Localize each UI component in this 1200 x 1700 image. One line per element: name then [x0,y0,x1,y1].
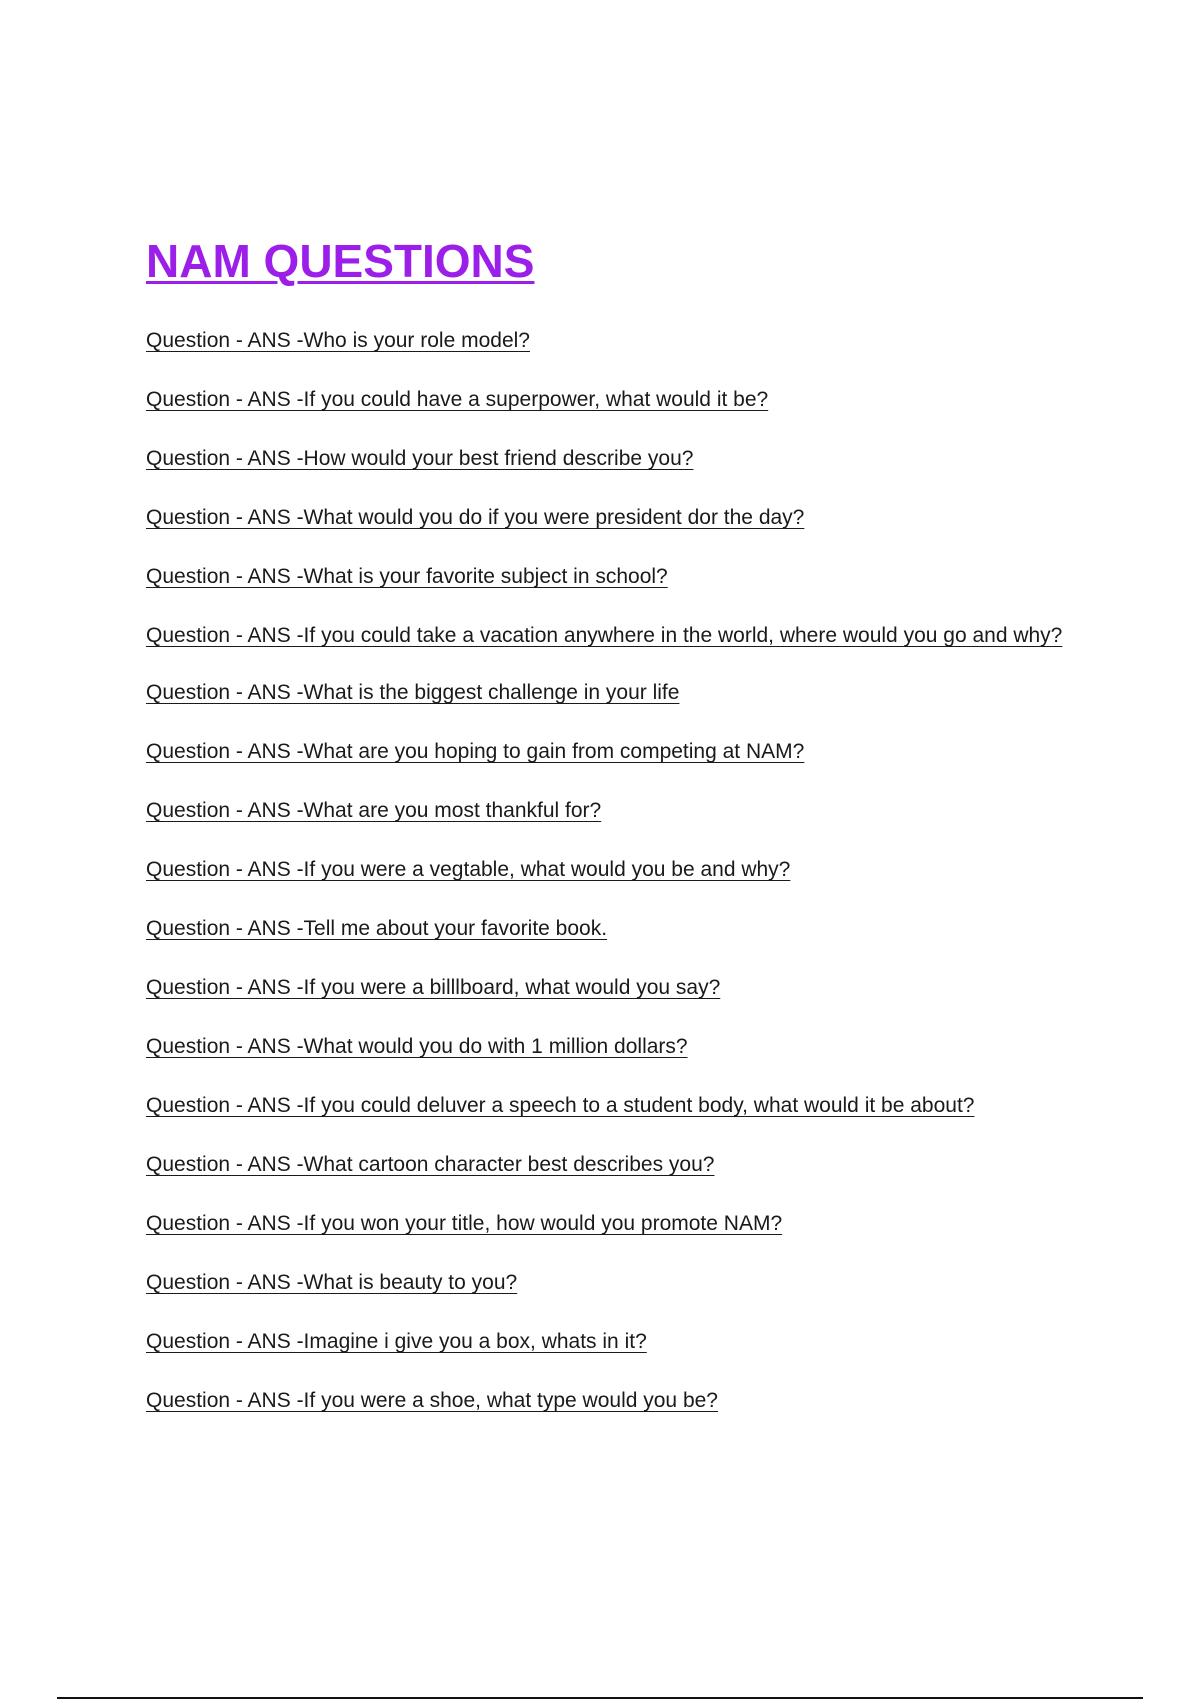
question-item: Question - ANS -What are you hoping to gain from competing at NAM? [146,740,805,763]
page-bottom-rule [57,1697,1143,1699]
question-item: Question - ANS -What is your favorite subject in school? [146,565,668,588]
question-item: Question - ANS -Tell me about your favorite book. [146,917,608,940]
question-item: Question - ANS -If you could have a superpower, what would it be? [146,388,769,411]
question-item: Question - ANS -If you were a vegtable, what would you be and why? [146,858,791,881]
question-item: Question - ANS -What would you do if you were president dor the day? [146,506,805,529]
question-item: Question - ANS -What is the biggest challenge in your life [146,681,680,704]
question-item: Question - ANS -How would your best friend describe you? [146,447,694,470]
question-item: Question - ANS -If you could deluver a speech to a student body, what would it be about? [146,1094,975,1117]
question-item: Question - ANS -If you won your title, how would you promote NAM? [146,1212,783,1235]
question-item: Question - ANS -If you were a shoe, what type would you be? [146,1389,718,1412]
question-item: Question - ANS -What is beauty to you? [146,1271,518,1294]
question-item: Question - ANS -If you were a billlboard, what would you say? [146,976,721,999]
document-title: NAM QUESTIONS [146,235,535,287]
question-item: Question - ANS -If you could take a vacation anywhere in the world, where would you go and why? [146,624,1063,647]
question-item: Question - ANS -What are you most thankful for? [146,799,602,822]
question-item: Question - ANS -What would you do with 1 million dollars? [146,1035,688,1058]
question-item: Question - ANS -What cartoon character best describes you? [146,1153,715,1176]
question-list [146,327,1066,1446]
question-item: Question - ANS -Imagine i give you a box, whats in it? [146,1330,647,1353]
question-item: Question - ANS -Who is your role model? [146,329,530,352]
